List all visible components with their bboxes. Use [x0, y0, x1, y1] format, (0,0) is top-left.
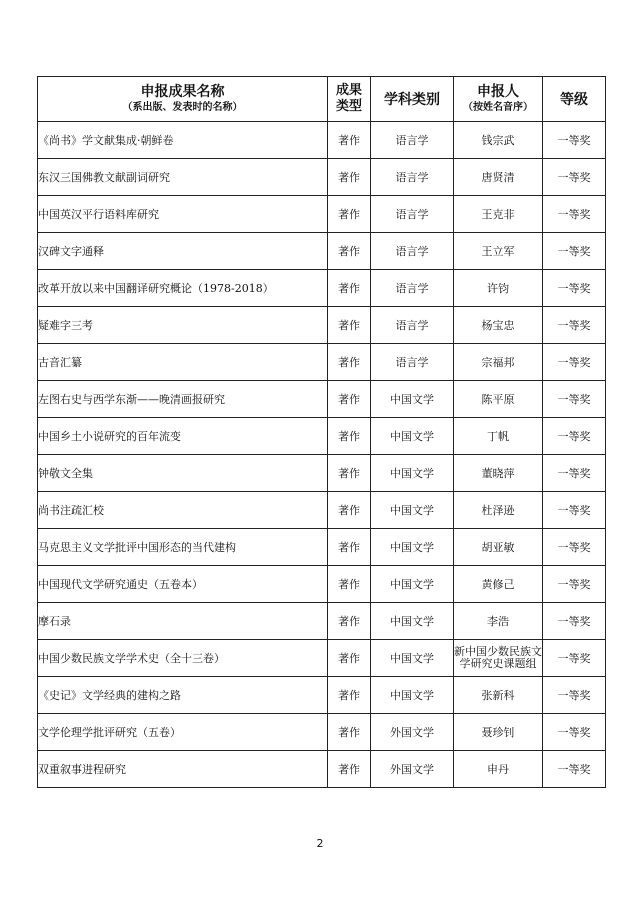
- cell-name: 摩石录: [38, 603, 328, 640]
- cell-subject: 语言学: [371, 344, 454, 381]
- table-row: [38, 455, 606, 492]
- cell-subject: 语言学: [371, 122, 454, 159]
- table-row: [38, 159, 606, 196]
- cell-level: 一等奖: [543, 159, 606, 196]
- cell-applicant: 张新科: [454, 677, 543, 714]
- table-row: [38, 196, 606, 233]
- header-name-note: （系出版、发表时的名称）: [122, 102, 243, 113]
- cell-subject: 语言学: [371, 196, 454, 233]
- cell-applicant: 宗福邦: [454, 344, 543, 381]
- cell-type: 著作: [328, 418, 371, 455]
- cell-subject: 中国文学: [371, 566, 454, 603]
- cell-name: 《尚书》学文献集成·朝鲜卷: [38, 122, 328, 159]
- cell-name: 双重叙事进程研究: [38, 751, 328, 788]
- cell-type: 著作: [328, 529, 371, 566]
- header-type: [328, 77, 371, 122]
- header-type-line1: 成果: [335, 83, 362, 98]
- table-body: [38, 122, 606, 788]
- cell-subject: 语言学: [371, 159, 454, 196]
- header-name-label: 申报成果名称: [140, 84, 225, 100]
- cell-name: 尚书注疏汇校: [38, 492, 328, 529]
- cell-applicant: 王克非: [454, 196, 543, 233]
- cell-subject: 语言学: [371, 233, 454, 270]
- cell-applicant: 黄修己: [454, 566, 543, 603]
- table-row: [38, 270, 606, 307]
- cell-type: 著作: [328, 640, 371, 677]
- header-applicant: [454, 77, 543, 122]
- cell-name: 改革开放以来中国翻译研究概论（1978-2018）: [38, 270, 328, 307]
- cell-level: 一等奖: [543, 270, 606, 307]
- cell-subject: 外国文学: [371, 714, 454, 751]
- cell-level: 一等奖: [543, 233, 606, 270]
- cell-type: 著作: [328, 122, 371, 159]
- cell-type: 著作: [328, 270, 371, 307]
- cell-subject: 外国文学: [371, 751, 454, 788]
- table-row: [38, 418, 606, 455]
- cell-level: 一等奖: [543, 714, 606, 751]
- cell-level: 一等奖: [543, 418, 606, 455]
- page-number: 2: [316, 837, 324, 850]
- cell-level: 一等奖: [543, 529, 606, 566]
- header-row: [38, 77, 606, 122]
- cell-type: 著作: [328, 566, 371, 603]
- table-row: [38, 751, 606, 788]
- cell-type: 著作: [328, 159, 371, 196]
- table-row: [38, 714, 606, 751]
- cell-applicant: 新中国少数民族文学研究史课题组: [454, 640, 543, 677]
- cell-level: 一等奖: [543, 640, 606, 677]
- cell-type: 著作: [328, 196, 371, 233]
- header-name: [38, 77, 328, 122]
- table-row: [38, 492, 606, 529]
- cell-applicant: 杨宝忠: [454, 307, 543, 344]
- cell-subject: 中国文学: [371, 455, 454, 492]
- cell-subject: 语言学: [371, 307, 454, 344]
- cell-name: 左图右史与西学东渐——晚清画报研究: [38, 381, 328, 418]
- cell-name: 疑难字三考: [38, 307, 328, 344]
- cell-applicant: 陈平原: [454, 381, 543, 418]
- cell-applicant: 丁帆: [454, 418, 543, 455]
- cell-type: 著作: [328, 603, 371, 640]
- cell-level: 一等奖: [543, 455, 606, 492]
- cell-applicant: 王立军: [454, 233, 543, 270]
- header-level: [543, 77, 606, 122]
- cell-level: 一等奖: [543, 566, 606, 603]
- cell-level: 一等奖: [543, 751, 606, 788]
- cell-type: 著作: [328, 492, 371, 529]
- cell-applicant: 胡亚敏: [454, 529, 543, 566]
- cell-name: 文学伦理学批评研究（五卷）: [38, 714, 328, 751]
- table-row: [38, 603, 606, 640]
- cell-name: 中国少数民族文学学术史（全十三卷）: [38, 640, 328, 677]
- header-type-line2: 类型: [335, 99, 362, 114]
- cell-applicant: 钱宗武: [454, 122, 543, 159]
- cell-applicant: 杜泽逊: [454, 492, 543, 529]
- cell-applicant: 李浩: [454, 603, 543, 640]
- table-row: [38, 677, 606, 714]
- cell-name: 中国英汉平行语料库研究: [38, 196, 328, 233]
- table-row: [38, 233, 606, 270]
- cell-level: 一等奖: [543, 492, 606, 529]
- cell-name: 钟敬文全集: [38, 455, 328, 492]
- cell-subject: 中国文学: [371, 492, 454, 529]
- cell-applicant: 聂珍钊: [454, 714, 543, 751]
- cell-type: 著作: [328, 677, 371, 714]
- cell-level: 一等奖: [543, 381, 606, 418]
- cell-level: 一等奖: [543, 603, 606, 640]
- header-subject-label: 学科类别: [384, 92, 440, 108]
- awards-table: [37, 76, 606, 788]
- table-row: [38, 529, 606, 566]
- cell-subject: 中国文学: [371, 529, 454, 566]
- cell-name: 中国现代文学研究通史（五卷本）: [38, 566, 328, 603]
- cell-name: 古音汇纂: [38, 344, 328, 381]
- header-applicant-label: 申报人: [477, 84, 519, 100]
- cell-level: 一等奖: [543, 196, 606, 233]
- cell-level: 一等奖: [543, 677, 606, 714]
- cell-type: 著作: [328, 714, 371, 751]
- cell-name: 东汉三国佛教文献副词研究: [38, 159, 328, 196]
- table-row: [38, 381, 606, 418]
- cell-name: 中国乡土小说研究的百年流变: [38, 418, 328, 455]
- cell-applicant: 许钧: [454, 270, 543, 307]
- cell-subject: 中国文学: [371, 603, 454, 640]
- cell-subject: 中国文学: [371, 418, 454, 455]
- table-row: [38, 122, 606, 159]
- cell-type: 著作: [328, 344, 371, 381]
- cell-level: 一等奖: [543, 122, 606, 159]
- cell-level: 一等奖: [543, 307, 606, 344]
- cell-type: 著作: [328, 455, 371, 492]
- cell-subject: 中国文学: [371, 381, 454, 418]
- header-applicant-note: （按姓名音序）: [463, 102, 533, 113]
- header-level-label: 等级: [560, 92, 588, 108]
- cell-name: 汉碑文字通释: [38, 233, 328, 270]
- table-row: [38, 640, 606, 677]
- cell-applicant: 董晓萍: [454, 455, 543, 492]
- cell-subject: 中国文学: [371, 640, 454, 677]
- cell-applicant: 唐贤清: [454, 159, 543, 196]
- cell-type: 著作: [328, 233, 371, 270]
- cell-type: 著作: [328, 307, 371, 344]
- table-row: [38, 566, 606, 603]
- cell-type: 著作: [328, 751, 371, 788]
- cell-applicant: 申丹: [454, 751, 543, 788]
- cell-subject: 中国文学: [371, 677, 454, 714]
- cell-name: 马克思主义文学批评中国形态的当代建构: [38, 529, 328, 566]
- cell-type: 著作: [328, 381, 371, 418]
- cell-level: 一等奖: [543, 344, 606, 381]
- table-row: [38, 344, 606, 381]
- header-subject: [371, 77, 454, 122]
- table-row: [38, 307, 606, 344]
- cell-subject: 语言学: [371, 270, 454, 307]
- cell-name: 《史记》文学经典的建构之路: [38, 677, 328, 714]
